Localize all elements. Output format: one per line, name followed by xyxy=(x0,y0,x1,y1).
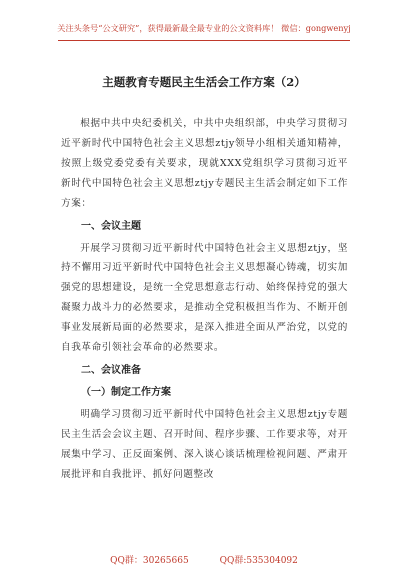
footer-qq-group-1: QQ群：30265665 xyxy=(110,556,189,566)
intro-paragraph: 根据中共中央纪委机关，中共中央组织部，中央学习贯彻习近平新时代中国特色社会主义思想ztjy领导小组相关通知精神，按照上级党委党委有关要求，现就XXX党组织学习贯彻习近平新时代中国特色社会主义思想ztjy专题民主生活会制定如下工作方案： xyxy=(61,118,348,209)
meeting-theme-paragraph: 开展学习贯彻习近平新时代中国特色社会主义思想ztjy，坚持不懈用习近平新时代中国特色社会主义思想凝心铸魂，切实加强党的思想建设，是统一全党思想意志行动、始终保持党的强大凝聚力战斗力的必然要求，是推动全党积极担当作为、不断开创事业发展新局面的必然要求，是深入推进全面从严治党，以党的自我革命引领社会革命的必然要求。 xyxy=(61,242,348,354)
footer-qq-group-2: QQ群:535304092 xyxy=(219,556,298,566)
header-banner: 关注头条号“公文研究”，获得最新最全最专业的公文资料库！ 微信：gongwenyj xyxy=(57,23,351,33)
subsection-heading-work-plan: （一）制定工作方案 xyxy=(81,386,171,398)
section-heading-meeting-theme: 一、会议主题 xyxy=(81,220,141,232)
header-divider xyxy=(58,40,350,41)
document-title: 主题教育专题民主生活会工作方案（2） xyxy=(102,75,306,89)
work-plan-paragraph: 明确学习贯彻习近平新时代中国特色社会主义思想ztjy专题民主生活会会议主题、召开时间、程序步骤、工作要求等，对开展集中学习、正反面案例、深入谈心谈话梳理检视问题、严肃开展批评和自我批评、抓好问题整改 xyxy=(61,408,348,480)
footer-contact xyxy=(0,553,408,566)
document-body xyxy=(61,114,348,485)
section-heading-meeting-preparation: 二、会议准备 xyxy=(81,364,141,376)
